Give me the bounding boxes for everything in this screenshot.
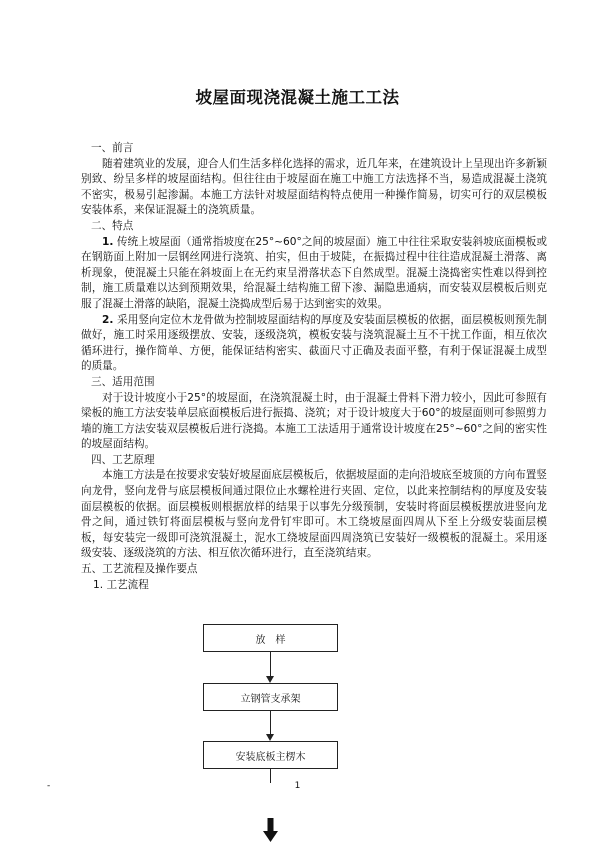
item-number: 2. xyxy=(102,313,114,326)
features-paragraph-1-text: 传统上坡屋面（通常指坡度在25°~60°之间的坡屋面）施工中往往采取安装斜坡底面模板或在钢筋面上附加一层钢丝网进行浇筑、拍实，但由于坡陡，在振捣过程中往往造成混凝土滑落、离析现象，使混凝土只能在斜坡面上在无约束呈滑落状态下自然成型。混凝土浇捣密实性难以得到控制，施工质量难以达到预期效果，给混凝土结构施工留下渗、漏隐患通病，而安装双层模板后则克服了混凝土滑落的缺陷，混凝土浇捣成型后易于达到密实的效果。 xyxy=(81,235,547,310)
section-heading-features: 二、特点 xyxy=(91,219,134,232)
flow-step-steel-pipe-support: 立钢管支承架 xyxy=(203,683,338,711)
flow-connector xyxy=(270,652,271,676)
flow-connector xyxy=(270,711,271,734)
page-number: 1 xyxy=(294,781,301,791)
subsection-heading-process-flow: 1. 工艺流程 xyxy=(93,578,149,591)
bold-arrow-down-icon xyxy=(263,818,278,842)
section-heading-principle: 四、工艺原理 xyxy=(91,453,155,466)
flow-step-bottom-formwork-joist: 安装底板主楞木 xyxy=(203,741,338,769)
scope-paragraph: 对于设计坡度小于25°的坡屋面，在浇筑混凝土时，由于混凝土骨料下滑力较小，因此可参照有梁板的施工方法安装单层底面模板后进行振捣、浇筑；对于设计坡度大于60°的坡屋面则可参照剪力墙的施工方法安装双层模板后进行浇捣。本施工工法适用于通常设计坡度在25°~60°之间的密实性的坡屋面结构。 xyxy=(81,391,547,451)
document-title: 坡屋面现浇混凝土施工工法 xyxy=(195,88,400,107)
section-heading-scope: 三、适用范围 xyxy=(91,375,155,388)
arrow-down-icon xyxy=(266,734,274,741)
features-paragraph-1 xyxy=(81,235,547,313)
preface-paragraph: 随着建筑业的发展，迎合人们生活多样化选择的需求，近几年来，在建筑设计上呈现出许多新颖别致、纷呈多样的坡屋面结构。但往往由于坡屋面在施工中施工方法选择不当，易造成混凝土浇筑不密实，极易引起渗漏。本施工方法针对坡屋面结构特点使用一种操作简易，切实可行的双层模板安装体系，来保证混凝土的浇筑质量。 xyxy=(81,157,547,217)
principle-paragraph: 本施工方法是在按要求安装好坡屋面底层模板后，依据坡屋面的走向沿坡底至坡顶的方向布置竖向龙骨，竖向龙骨与底层模板间通过限位止水螺栓进行夹固、定位，以此来控制结构的厚度及安装面层模板的依据。面层模板则根据放样的结果于以事先分级预制，安装时将面层模板摆放进竖向龙骨之间，通过铁钉将面层模板与竖向龙骨钉牢即可。木工绕坡屋面四周从下至上分级安装面层模板，每安装完一级即可浇筑混凝土，泥水工绕坡屋面四周浇筑已安装好一级模板的混凝土。采用逐级安装、逐级浇筑的方法、相互依次循环进行，直至浇筑结束。 xyxy=(81,469,547,560)
features-paragraph-2-text: 采用竖向定位木龙骨做为控制坡屋面结构的厚度及安装面层模板的依据，面层模板则预先制做好，施工时采用逐级摆放、安装，逐级浇筑，模板安装与浇筑混凝土互不干扰工作面，相互依次循环进行，操作简单、方便，能保证结构密实、截面尺寸正确及表面平整，有利于保证混凝土成型的质量。 xyxy=(81,313,547,373)
flow-step-setting-out: 放 样 xyxy=(203,624,338,652)
document-body xyxy=(81,141,547,593)
item-number: 1. xyxy=(102,235,114,248)
arrow-down-icon xyxy=(266,676,274,683)
section-heading-process: 五、工艺流程及操作要点 xyxy=(81,563,198,576)
features-paragraph-2 xyxy=(81,313,547,375)
footer-mark: - xyxy=(47,781,51,791)
section-heading-preface: 一、前言 xyxy=(91,142,134,154)
